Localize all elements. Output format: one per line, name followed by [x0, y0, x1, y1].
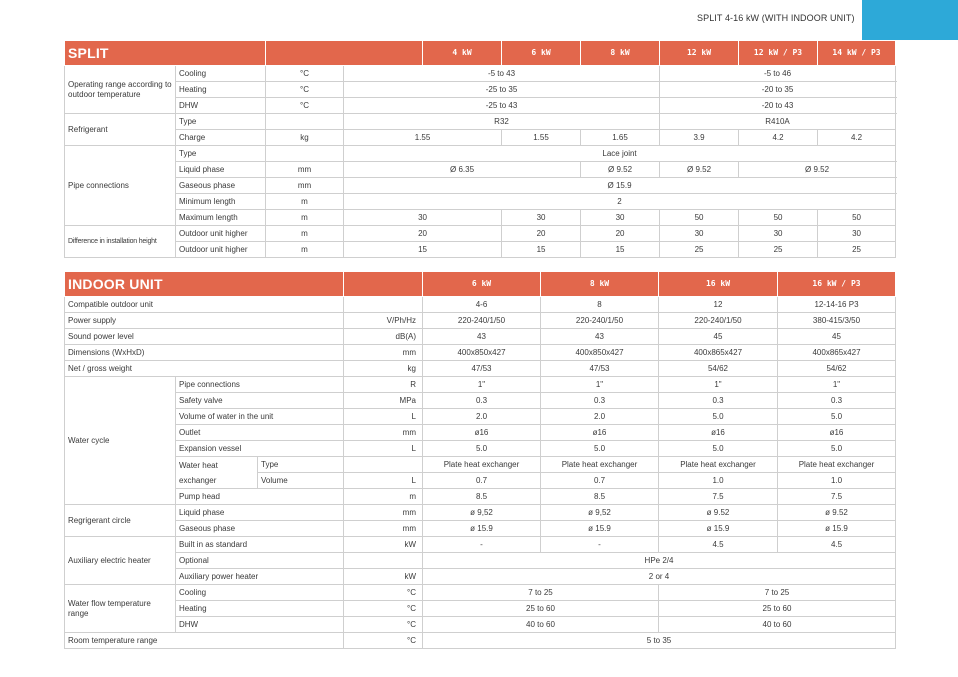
value-cell: Plate heat exchanger: [778, 457, 896, 473]
value-cell: ø16: [659, 425, 778, 441]
value-cell: 8: [541, 297, 659, 313]
row-label: Outlet: [176, 425, 344, 441]
page-header: SPLIT 4-16 kW (WITH INDOOR UNIT): [697, 13, 855, 23]
row-label: Liquid phase: [176, 162, 266, 178]
indoor-col-8kw: 8 kW: [541, 272, 659, 297]
value-cell: 400x865x427: [778, 345, 896, 361]
unit-cell: °C: [344, 601, 423, 617]
row-label: Outdoor unit higher: [176, 242, 266, 258]
group-label: Difference in installation height: [65, 226, 176, 258]
table-row: [65, 297, 896, 313]
unit-cell: [266, 146, 344, 162]
value-cell: ø 9.52: [778, 505, 896, 521]
unit-cell: [266, 114, 344, 130]
unit-cell: mm: [344, 521, 423, 537]
unit-cell: [344, 457, 423, 473]
value-cell: 30: [660, 226, 739, 242]
value-cell: 1.65: [581, 130, 660, 146]
value-cell: 380-415/3/50: [778, 313, 896, 329]
unit-cell: [344, 553, 423, 569]
table-row: [65, 162, 896, 178]
value-cell: 0.3: [541, 393, 659, 409]
table-row: [65, 226, 896, 242]
value-cell: 1.0: [659, 473, 778, 489]
split-col-14kw-p3: 14 kW / P3: [818, 41, 896, 66]
split-col-6kw: 6 kW: [502, 41, 581, 66]
table-row: [65, 242, 896, 258]
value-cell: Ø 15.9: [344, 178, 896, 194]
row-label: Gaseous phase: [176, 521, 344, 537]
value-cell: 8.5: [423, 489, 541, 505]
table-row: [65, 313, 896, 329]
value-cell: 20: [502, 226, 581, 242]
row-label: Volume: [258, 473, 344, 489]
value-cell: 220-240/1/50: [423, 313, 541, 329]
group-label: Refrigerant: [65, 114, 176, 146]
value-cell: 1": [778, 377, 896, 393]
row-label: Room temperature range: [65, 633, 344, 649]
value-cell: ø 9,52: [541, 505, 659, 521]
row-label: Volume of water in the unit: [176, 409, 344, 425]
value-cell: 4.2: [818, 130, 896, 146]
value-cell: 50: [739, 210, 818, 226]
value-cell: 8.5: [541, 489, 659, 505]
unit-cell: mm: [266, 178, 344, 194]
value-cell: 2.0: [541, 409, 659, 425]
table-row: [65, 178, 896, 194]
value-cell: ø16: [541, 425, 659, 441]
value-cell: 25: [739, 242, 818, 258]
value-cell: 5 to 35: [423, 633, 896, 649]
table-row: [65, 601, 896, 617]
split-col-12kw-p3: 12 kW / P3: [739, 41, 818, 66]
row-label: Gaseous phase: [176, 178, 266, 194]
value-cell: 50: [818, 210, 896, 226]
value-cell: 2.0: [423, 409, 541, 425]
unit-cell: °C: [344, 617, 423, 633]
table-row: [65, 617, 896, 633]
table-row: [65, 393, 896, 409]
value-cell: -5 to 43: [344, 66, 660, 82]
value-cell: Ø 6.35: [344, 162, 581, 178]
value-cell: 30: [739, 226, 818, 242]
row-label: Liquid phase: [176, 505, 344, 521]
value-cell: Ø 9.52: [660, 162, 739, 178]
row-label: Dimensions (WxHxD): [65, 345, 344, 361]
row-label: Expansion vessel: [176, 441, 344, 457]
table-row: [65, 457, 896, 473]
table-row: [65, 505, 896, 521]
value-cell: 25 to 60: [423, 601, 659, 617]
value-cell: 5.0: [423, 441, 541, 457]
group-label: Pipe connections: [65, 146, 176, 226]
table-row: [65, 489, 896, 505]
row-label: Pump head: [176, 489, 344, 505]
split-spec-table: [64, 40, 896, 258]
unit-cell: L: [344, 409, 423, 425]
value-cell: 5.0: [659, 441, 778, 457]
row-label: Maximum length: [176, 210, 266, 226]
value-cell: 30: [818, 226, 896, 242]
value-cell: 400x850x427: [423, 345, 541, 361]
group-label: Regrigerant circle: [65, 505, 176, 537]
table-row: [65, 114, 896, 130]
value-cell: 0.7: [541, 473, 659, 489]
table-row: [65, 146, 896, 162]
value-cell: 54/62: [659, 361, 778, 377]
value-cell: R410A: [660, 114, 896, 130]
subgroup-label: Water heat exchanger: [176, 457, 258, 489]
value-cell: -20 to 35: [660, 82, 896, 98]
value-cell: 7 to 25: [659, 585, 896, 601]
value-cell: 2: [344, 194, 896, 210]
value-cell: 4.5: [778, 537, 896, 553]
value-cell: 4-6: [423, 297, 541, 313]
value-cell: 5.0: [541, 441, 659, 457]
value-cell: 0.3: [659, 393, 778, 409]
row-label: Net / gross weight: [65, 361, 344, 377]
row-label: DHW: [176, 617, 344, 633]
table-row: [65, 66, 896, 82]
value-cell: 3.9: [660, 130, 739, 146]
row-label: Pipe connections: [176, 377, 344, 393]
unit-cell: °C: [266, 82, 344, 98]
value-cell: 30: [581, 210, 660, 226]
row-label: DHW: [176, 98, 266, 114]
unit-cell: m: [266, 226, 344, 242]
value-cell: 47/53: [541, 361, 659, 377]
value-cell: -25 to 35: [344, 82, 660, 98]
value-cell: 5.0: [778, 441, 896, 457]
unit-cell: °C: [344, 633, 423, 649]
value-cell: -20 to 43: [660, 98, 896, 114]
value-cell: 220-240/1/50: [659, 313, 778, 329]
value-cell: 25: [818, 242, 896, 258]
value-cell: 30: [344, 210, 502, 226]
value-cell: 25: [660, 242, 739, 258]
value-cell: -5 to 46: [660, 66, 896, 82]
unit-cell: R: [344, 377, 423, 393]
value-cell: 1": [541, 377, 659, 393]
value-cell: 7.5: [659, 489, 778, 505]
indoor-unit-spec-table: [64, 271, 896, 649]
row-label: Cooling: [176, 66, 266, 82]
value-cell: Plate heat exchanger: [423, 457, 541, 473]
unit-cell: V/Ph/Hz: [344, 313, 423, 329]
value-cell: 220-240/1/50: [541, 313, 659, 329]
unit-cell: mm: [344, 345, 423, 361]
value-cell: 25 to 60: [659, 601, 896, 617]
value-cell: 30: [502, 210, 581, 226]
unit-cell: L: [344, 473, 423, 489]
group-label: Operating range according to outdoor temperature: [65, 66, 176, 114]
indoor-header-blank: [344, 272, 423, 297]
value-cell: ø16: [778, 425, 896, 441]
value-cell: 0.3: [778, 393, 896, 409]
value-cell: ø 15.9: [423, 521, 541, 537]
row-label: Power supply: [65, 313, 344, 329]
value-cell: -: [541, 537, 659, 553]
value-cell: ø 15.9: [778, 521, 896, 537]
unit-cell: mm: [266, 162, 344, 178]
unit-cell: mm: [344, 505, 423, 521]
unit-cell: kW: [344, 537, 423, 553]
value-cell: 2 or 4: [423, 569, 896, 585]
table-row: [65, 210, 896, 226]
unit-cell: L: [344, 441, 423, 457]
value-cell: Plate heat exchanger: [659, 457, 778, 473]
value-cell: 7 to 25: [423, 585, 659, 601]
value-cell: 4.2: [739, 130, 818, 146]
corner-accent-block: [862, 0, 958, 40]
table-row: [65, 553, 896, 569]
split-title: SPLIT: [65, 41, 266, 66]
value-cell: 400x850x427: [541, 345, 659, 361]
unit-cell: m: [266, 194, 344, 210]
row-label: Auxiliary power heater: [176, 569, 344, 585]
table-row: [65, 537, 896, 553]
table-row: [65, 329, 896, 345]
table-row: [65, 521, 896, 537]
table-row: [65, 345, 896, 361]
value-cell: 15: [502, 242, 581, 258]
unit-cell: kW: [344, 569, 423, 585]
split-col-4kw: 4 kW: [423, 41, 502, 66]
group-label: Water flow temperature range: [65, 585, 176, 633]
value-cell: 43: [423, 329, 541, 345]
row-label: Type: [258, 457, 344, 473]
table-row: [65, 569, 896, 585]
value-cell: 1": [659, 377, 778, 393]
split-header-blank: [266, 41, 423, 66]
value-cell: Lace joint: [344, 146, 896, 162]
value-cell: 12: [659, 297, 778, 313]
value-cell: 4.5: [659, 537, 778, 553]
unit-cell: m: [266, 210, 344, 226]
table-row: [65, 361, 896, 377]
value-cell: 1.0: [778, 473, 896, 489]
value-cell: ø 15.9: [659, 521, 778, 537]
table-row: [65, 377, 896, 393]
value-cell: 45: [778, 329, 896, 345]
value-cell: 15: [344, 242, 502, 258]
unit-cell: m: [344, 489, 423, 505]
value-cell: 1.55: [502, 130, 581, 146]
value-cell: ø 9.52: [659, 505, 778, 521]
value-cell: 5.0: [778, 409, 896, 425]
row-label: Outdoor unit higher: [176, 226, 266, 242]
unit-cell: °C: [344, 585, 423, 601]
row-label: Type: [176, 146, 266, 162]
unit-cell: °C: [266, 66, 344, 82]
value-cell: 47/53: [423, 361, 541, 377]
indoor-col-16kw-p3: 16 kW / P3: [778, 272, 896, 297]
indoor-header-row: [65, 272, 896, 297]
row-label: Heating: [176, 82, 266, 98]
row-label: Minimum length: [176, 194, 266, 210]
value-cell: R32: [344, 114, 660, 130]
row-label: Charge: [176, 130, 266, 146]
value-cell: 40 to 60: [659, 617, 896, 633]
table-row: [65, 585, 896, 601]
value-cell: 0.7: [423, 473, 541, 489]
value-cell: 54/62: [778, 361, 896, 377]
split-header-row: [65, 41, 896, 66]
value-cell: 5.0: [659, 409, 778, 425]
unit-cell: MPa: [344, 393, 423, 409]
unit-cell: mm: [344, 425, 423, 441]
value-cell: 1.55: [344, 130, 502, 146]
table-row: [65, 194, 896, 210]
value-cell: 12-14-16 P3: [778, 297, 896, 313]
indoor-col-16kw: 16 kW: [659, 272, 778, 297]
split-col-12kw: 12 kW: [660, 41, 739, 66]
unit-cell: °C: [266, 98, 344, 114]
row-label: Built in as standard: [176, 537, 344, 553]
value-cell: Ø 9.52: [739, 162, 896, 178]
group-label: Water cycle: [65, 377, 176, 505]
value-cell: 40 to 60: [423, 617, 659, 633]
value-cell: 20: [344, 226, 502, 242]
value-cell: ø 15.9: [541, 521, 659, 537]
value-cell: HPe 2/4: [423, 553, 896, 569]
value-cell: 20: [581, 226, 660, 242]
table-row: [65, 130, 896, 146]
indoor-title: INDOOR UNIT: [65, 272, 344, 297]
value-cell: -25 to 43: [344, 98, 660, 114]
value-cell: Ø 9.52: [581, 162, 660, 178]
value-cell: 0.3: [423, 393, 541, 409]
row-label: Heating: [176, 601, 344, 617]
unit-cell: m: [266, 242, 344, 258]
unit-cell: kg: [266, 130, 344, 146]
value-cell: 1": [423, 377, 541, 393]
value-cell: ø16: [423, 425, 541, 441]
value-cell: 7.5: [778, 489, 896, 505]
indoor-col-6kw: 6 kW: [423, 272, 541, 297]
row-label: Safety valve: [176, 393, 344, 409]
value-cell: Plate heat exchanger: [541, 457, 659, 473]
table-row: [65, 441, 896, 457]
value-cell: -: [423, 537, 541, 553]
table-row: [65, 82, 896, 98]
row-label: Optional: [176, 553, 344, 569]
value-cell: 15: [581, 242, 660, 258]
value-cell: 50: [660, 210, 739, 226]
row-label: Type: [176, 114, 266, 130]
value-cell: 400x865x427: [659, 345, 778, 361]
table-row: [65, 409, 896, 425]
table-row: [65, 425, 896, 441]
unit-cell: [344, 297, 423, 313]
group-label: Auxiliary electric heater: [65, 537, 176, 585]
table-row: [65, 633, 896, 649]
value-cell: 43: [541, 329, 659, 345]
row-label: Compatible outdoor unit: [65, 297, 344, 313]
table-row: [65, 98, 896, 114]
value-cell: 45: [659, 329, 778, 345]
unit-cell: kg: [344, 361, 423, 377]
split-col-8kw: 8 kW: [581, 41, 660, 66]
unit-cell: dB(A): [344, 329, 423, 345]
row-label: Cooling: [176, 585, 344, 601]
row-label: Sound power level: [65, 329, 344, 345]
value-cell: ø 9,52: [423, 505, 541, 521]
